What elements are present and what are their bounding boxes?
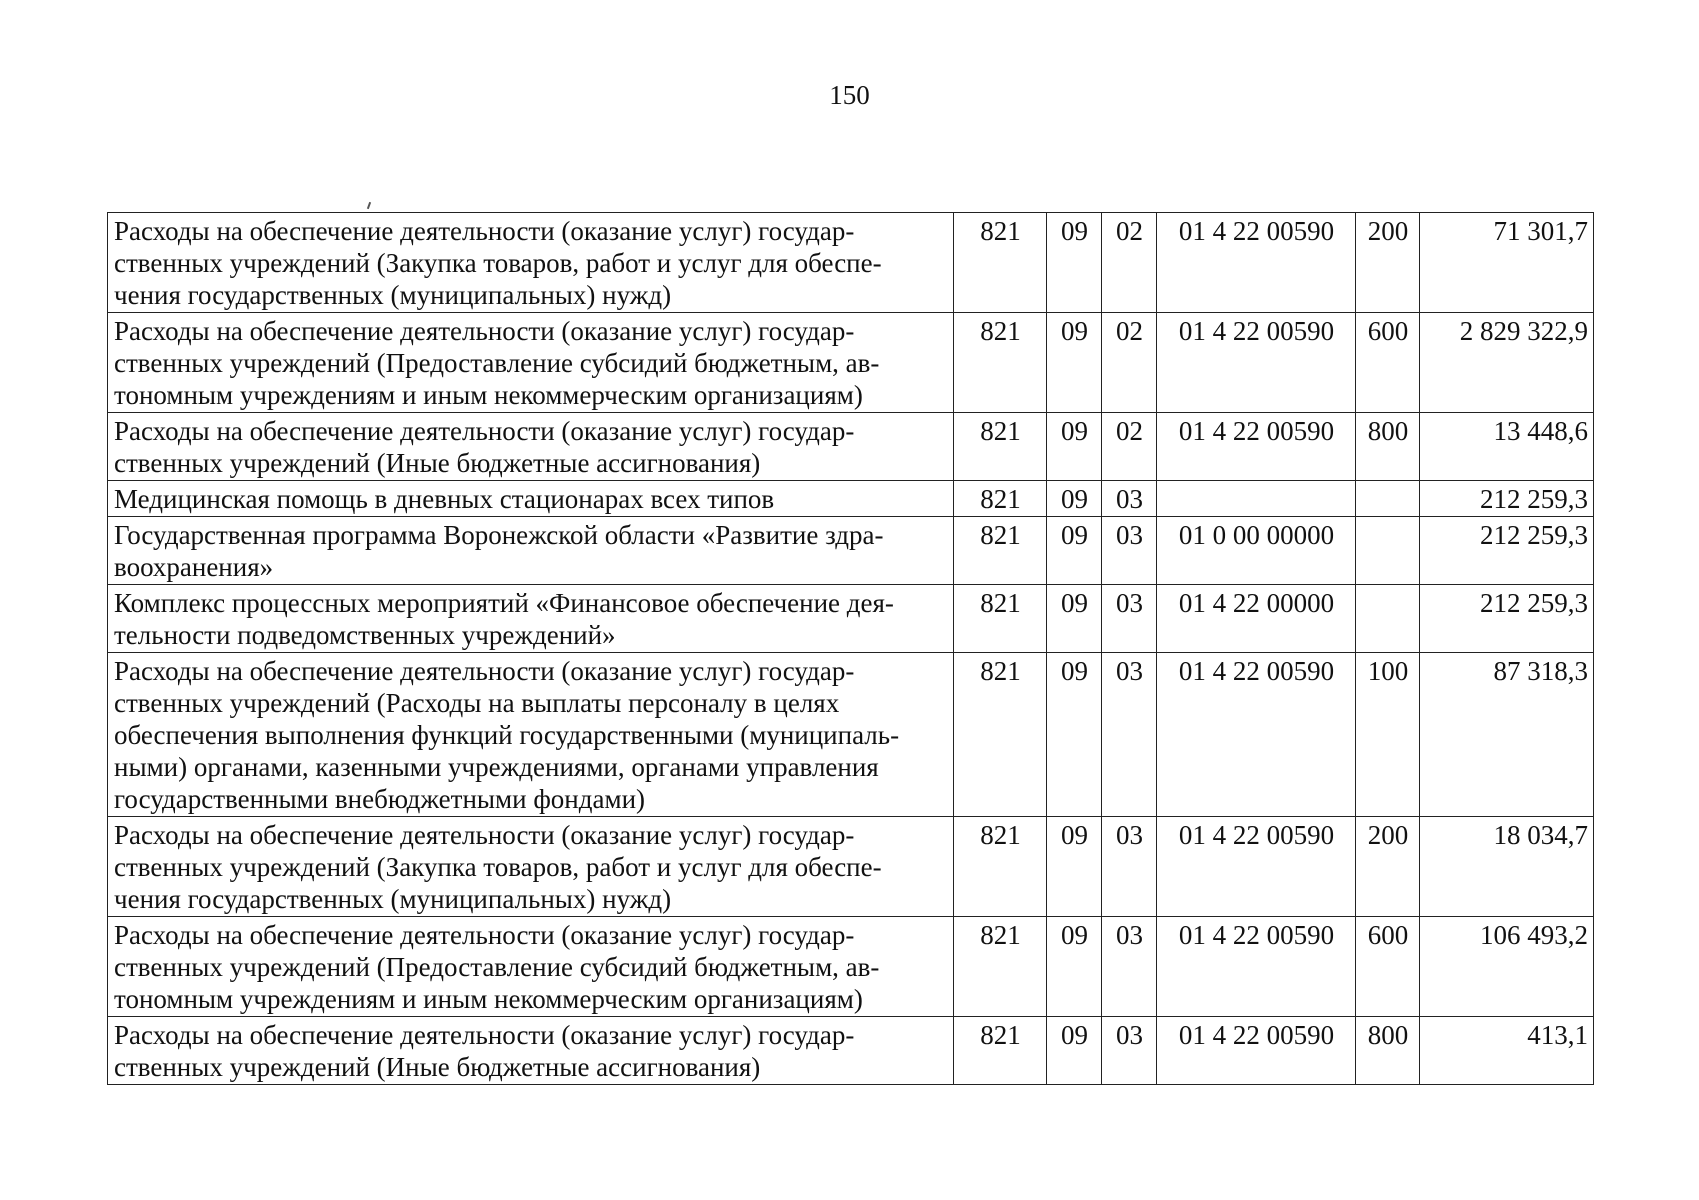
cell-name xyxy=(108,585,954,653)
cell-section: 09 xyxy=(1047,585,1102,653)
cell-grbs: 821 xyxy=(954,481,1047,517)
name-line: Комплекс процессных мероприятий «Финансовое обеспечение дея- xyxy=(114,588,894,618)
table-row xyxy=(108,817,1594,917)
name-line: ственных учреждений (Закупка товаров, работ и услуг для обеспе- xyxy=(114,852,882,882)
cell-target-article xyxy=(1157,481,1356,517)
cell-subsection: 03 xyxy=(1102,817,1157,917)
cell-target-article: 01 4 22 00590 xyxy=(1157,213,1356,313)
cell-amount: 212 259,3 xyxy=(1420,517,1594,585)
name-line: Расходы на обеспечение деятельности (оказание услуг) государ- xyxy=(114,316,855,346)
name-line: ственных учреждений (Закупка товаров, работ и услуг для обеспе- xyxy=(114,248,882,278)
table-row xyxy=(108,313,1594,413)
cell-subsection: 03 xyxy=(1102,1017,1157,1085)
table-row xyxy=(108,413,1594,481)
name-line: воохранения» xyxy=(114,552,274,582)
cell-name xyxy=(108,1017,954,1085)
table-row xyxy=(108,481,1594,517)
cell-target-article: 01 4 22 00590 xyxy=(1157,917,1356,1017)
cell-grbs: 821 xyxy=(954,313,1047,413)
cell-amount: 87 318,3 xyxy=(1420,653,1594,817)
name-line: Расходы на обеспечение деятельности (оказание услуг) государ- xyxy=(114,416,855,446)
cell-subsection: 03 xyxy=(1102,585,1157,653)
cell-subsection: 02 xyxy=(1102,313,1157,413)
cell-section: 09 xyxy=(1047,653,1102,817)
cell-name xyxy=(108,413,954,481)
cell-name xyxy=(108,517,954,585)
cell-target-article: 01 4 22 00590 xyxy=(1157,313,1356,413)
cell-grbs: 821 xyxy=(954,213,1047,313)
table-row xyxy=(108,585,1594,653)
name-line: тономным учреждениям и иным некоммерческим организациям) xyxy=(114,380,863,410)
cell-expense-type: 600 xyxy=(1356,313,1420,413)
scan-mark xyxy=(367,202,371,209)
cell-expense-type: 200 xyxy=(1356,817,1420,917)
name-line: Расходы на обеспечение деятельности (оказание услуг) государ- xyxy=(114,1020,855,1050)
cell-section: 09 xyxy=(1047,1017,1102,1085)
cell-section: 09 xyxy=(1047,413,1102,481)
cell-grbs: 821 xyxy=(954,517,1047,585)
cell-name xyxy=(108,917,954,1017)
name-line: Государственная программа Воронежской области «Развитие здра- xyxy=(114,520,884,550)
cell-amount: 212 259,3 xyxy=(1420,481,1594,517)
cell-expense-type xyxy=(1356,481,1420,517)
name-line: ными) органами, казенными учреждениями, органами управления xyxy=(114,752,879,782)
name-line: чения государственных (муниципальных) нужд) xyxy=(114,884,672,914)
cell-expense-type: 800 xyxy=(1356,1017,1420,1085)
name-line: ственных учреждений (Расходы на выплаты персоналу в целях xyxy=(114,688,840,718)
table-row xyxy=(108,517,1594,585)
table-row xyxy=(108,917,1594,1017)
cell-target-article: 01 4 22 00590 xyxy=(1157,817,1356,917)
name-line: ственных учреждений (Предоставление субсидий бюджетным, ав- xyxy=(114,952,880,982)
cell-target-article: 01 4 22 00000 xyxy=(1157,585,1356,653)
cell-subsection: 02 xyxy=(1102,213,1157,313)
cell-grbs: 821 xyxy=(954,413,1047,481)
cell-target-article: 01 4 22 00590 xyxy=(1157,413,1356,481)
table-row xyxy=(108,1017,1594,1085)
cell-amount: 413,1 xyxy=(1420,1017,1594,1085)
name-line: тономным учреждениям и иным некоммерческим организациям) xyxy=(114,984,863,1014)
cell-grbs: 821 xyxy=(954,1017,1047,1085)
cell-name xyxy=(108,817,954,917)
name-line: обеспечения выполнения функций государственными (муниципаль- xyxy=(114,720,900,750)
name-line: ственных учреждений (Предоставление субсидий бюджетным, ав- xyxy=(114,348,880,378)
page-number: 150 xyxy=(829,80,870,110)
name-line: Медицинская помощь в дневных стационарах всех типов xyxy=(114,484,775,514)
cell-subsection: 03 xyxy=(1102,917,1157,1017)
name-line: чения государственных (муниципальных) нужд) xyxy=(114,280,672,310)
cell-target-article: 01 0 00 00000 xyxy=(1157,517,1356,585)
cell-section: 09 xyxy=(1047,313,1102,413)
name-line: Расходы на обеспечение деятельности (оказание услуг) государ- xyxy=(114,656,855,686)
cell-subsection: 03 xyxy=(1102,653,1157,817)
cell-subsection: 02 xyxy=(1102,413,1157,481)
table-row xyxy=(108,213,1594,313)
cell-name xyxy=(108,653,954,817)
cell-amount: 71 301,7 xyxy=(1420,213,1594,313)
cell-grbs: 821 xyxy=(954,585,1047,653)
cell-section: 09 xyxy=(1047,817,1102,917)
cell-amount: 13 448,6 xyxy=(1420,413,1594,481)
cell-name xyxy=(108,481,954,517)
name-line: государственными внебюджетными фондами) xyxy=(114,784,646,814)
cell-amount: 18 034,7 xyxy=(1420,817,1594,917)
table-body xyxy=(108,213,1594,1085)
cell-section: 09 xyxy=(1047,481,1102,517)
cell-section: 09 xyxy=(1047,917,1102,1017)
cell-target-article: 01 4 22 00590 xyxy=(1157,1017,1356,1085)
cell-grbs: 821 xyxy=(954,917,1047,1017)
cell-amount: 212 259,3 xyxy=(1420,585,1594,653)
cell-expense-type: 600 xyxy=(1356,917,1420,1017)
cell-grbs: 821 xyxy=(954,817,1047,917)
cell-expense-type xyxy=(1356,517,1420,585)
cell-expense-type: 100 xyxy=(1356,653,1420,817)
name-line: Расходы на обеспечение деятельности (оказание услуг) государ- xyxy=(114,820,855,850)
cell-expense-type: 200 xyxy=(1356,213,1420,313)
cell-amount: 2 829 322,9 xyxy=(1420,313,1594,413)
name-line: ственных учреждений (Иные бюджетные ассигнования) xyxy=(114,1052,761,1082)
cell-amount: 106 493,2 xyxy=(1420,917,1594,1017)
cell-target-article: 01 4 22 00590 xyxy=(1157,653,1356,817)
budget-table xyxy=(107,212,1594,1085)
cell-subsection: 03 xyxy=(1102,481,1157,517)
name-line: Расходы на обеспечение деятельности (оказание услуг) государ- xyxy=(114,216,855,246)
cell-expense-type: 800 xyxy=(1356,413,1420,481)
cell-name xyxy=(108,213,954,313)
cell-expense-type xyxy=(1356,585,1420,653)
table-row xyxy=(108,653,1594,817)
cell-section: 09 xyxy=(1047,517,1102,585)
cell-section: 09 xyxy=(1047,213,1102,313)
name-line: ственных учреждений (Иные бюджетные ассигнования) xyxy=(114,448,761,478)
name-line: Расходы на обеспечение деятельности (оказание услуг) государ- xyxy=(114,920,855,950)
cell-grbs: 821 xyxy=(954,653,1047,817)
name-line: тельности подведомственных учреждений» xyxy=(114,620,616,650)
cell-name xyxy=(108,313,954,413)
cell-subsection: 03 xyxy=(1102,517,1157,585)
